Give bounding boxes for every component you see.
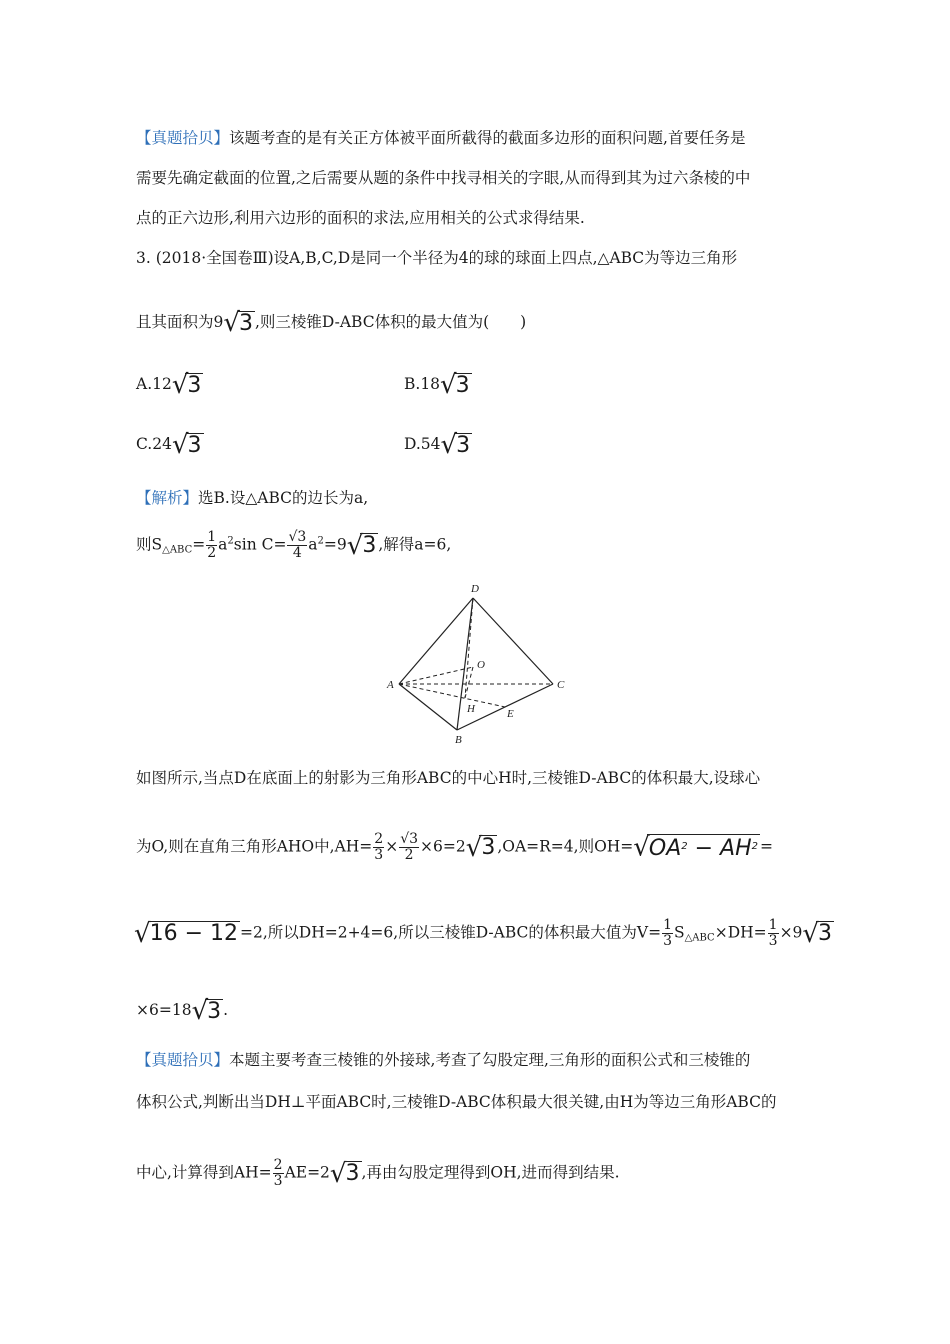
section-tag: 【真题拾贝】 xyxy=(136,129,230,147)
label-c: C xyxy=(557,679,565,691)
label-d: D xyxy=(471,583,479,595)
fraction-root3-over-2: $\frac{√3}{2}$ xyxy=(400,831,419,863)
option-a: A.12√3 xyxy=(136,370,202,400)
sqrt-3: √3 xyxy=(223,308,253,338)
sqrt-3: √3 xyxy=(346,530,377,561)
text: 该题考查的是有关正方体被平面所截得的截面多边形的面积问题,首要任务是 xyxy=(229,129,746,147)
solution-line-2: 则$S_{\triangle ABC}=$ $\frac{1}{2}$ $a^2\sin$ C= $\frac{√3}{4}$ $a^2=9√3$ ,解得a=6, xyxy=(136,529,452,561)
question-3-line-1: 3. (2018·全国卷Ⅲ)设A,B,C,D是同一个半径为4的球的球面上四点,△ABC为等边三角形 xyxy=(136,249,738,267)
paragraph-1-line-2: 需要先确定截面的位置,之后需要从题的条件中找寻相关的字眼,从而得到其为过六条棱的中 xyxy=(136,169,751,187)
solution-line-5: √16 − 12 =2,所以DH=2+4=6,所以三棱锥D-ABC的体积最大值为V= $\frac{1}{3}$ $S_{\triangle ABC}\times DH=$ $\frac{1}{3}$ ×9√3 xyxy=(134,917,832,949)
sqrt-3: √3 xyxy=(802,918,832,949)
solution-line-3: 如图所示,当点D在底面上的射影为三角形ABC的中心H时,三棱锥D-ABC的体积最大,设球心 xyxy=(136,769,761,787)
solution-line-1: 【解析】选B.设△ABC的边长为a, xyxy=(136,489,369,507)
sqrt-16-minus-12: √16 − 12 xyxy=(134,918,238,949)
fraction-one-third: $\frac{1}{3}$ xyxy=(663,917,672,949)
option-b: B.18√3 xyxy=(404,370,470,400)
paragraph-2-line-1: 【真题拾贝】本题主要考查三棱锥的外接球,考查了勾股定理,三角形的面积公式和三棱锥的 xyxy=(136,1051,751,1069)
sqrt-3: √3 xyxy=(440,430,471,460)
fraction-two-thirds: $\frac{2}{3}$ xyxy=(273,1157,283,1189)
solution-line-6: ×6=18√3 . xyxy=(136,996,229,1026)
fraction-one-third: $\frac{1}{3}$ xyxy=(768,917,778,949)
sqrt-3: √3 xyxy=(329,1158,360,1189)
fraction-root3-over-4: $\frac{√3}{4}$ xyxy=(288,529,307,561)
paragraph-2-line-2: 体积公式,判断出当DH⊥平面ABC时,三棱锥D-ABC体积最大很关键,由H为等边三角形ABC的 xyxy=(136,1093,777,1111)
paragraph-1-line-3: 点的正六边形,利用六边形的面积的求法,应用相关的公式求得结果. xyxy=(136,209,585,227)
fraction-one-half: $\frac{1}{2}$ xyxy=(207,529,217,561)
option-d: D.54√3 xyxy=(404,430,471,460)
section-tag: 【解析】 xyxy=(136,489,199,507)
sqrt-oa2-ah2: $√OA^2 - AH^2$ xyxy=(633,832,759,863)
option-c: C.24√3 xyxy=(136,430,202,460)
label-a: A xyxy=(387,679,394,691)
label-o: O xyxy=(477,659,485,671)
sqrt-3: √3 xyxy=(465,832,496,863)
text: 且其面积为9 xyxy=(136,313,224,331)
paragraph-2-line-3: 中心,计算得到AH= $\frac{2}{3}$ AE=2√3 ,再由勾股定理得到OH,进而得到结果. xyxy=(136,1157,620,1189)
label-b: B xyxy=(455,734,462,746)
sqrt-3: √3 xyxy=(191,996,222,1026)
sqrt-3: √3 xyxy=(171,370,202,400)
text: ,则三棱锥D-ABC体积的最大值为( ) xyxy=(254,313,527,331)
solution-line-4: 为O,则在直角三角形AHO中,AH= $\frac{2}{3}$ × $\frac{√3}{2}$ ×6=2√3 ,OA=R=4,则$OH=√OA^2 - AH^2$ = xyxy=(136,831,774,863)
tetrahedron-figure xyxy=(385,580,575,750)
sqrt-3: √3 xyxy=(171,430,202,460)
question-3-line-2 xyxy=(136,310,526,336)
paragraph-1-line-1 xyxy=(136,128,745,148)
section-tag: 【真题拾贝】 xyxy=(136,1051,230,1069)
label-e: E xyxy=(507,708,514,720)
fraction-two-thirds: $\frac{2}{3}$ xyxy=(374,831,384,863)
sqrt-3: √3 xyxy=(440,370,470,400)
label-h: H xyxy=(467,703,475,715)
